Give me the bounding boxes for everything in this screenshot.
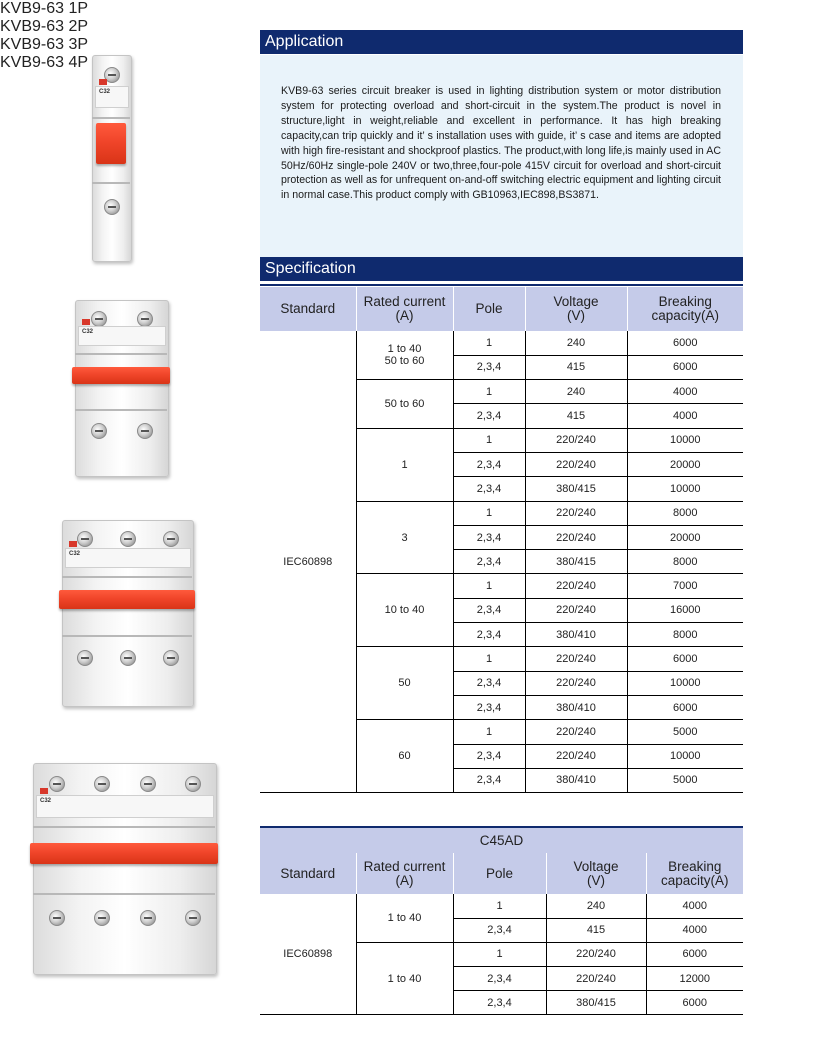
terminal-screw-icon — [120, 650, 136, 666]
terminal-screw-icon — [49, 910, 65, 926]
rated-current-cell: 10 to 40 — [356, 574, 453, 647]
terminal-screw-icon — [77, 531, 93, 547]
application-text: KVB9-63 series circuit breaker is used in lighting distribution system or motor distribution system for protecting overload and short-circuit in the system.The product is novel in structure,light in weight,reliable and excellent in performance. It has high breaking capacity,can trip quickly and it’ s installation uses with guide, it’ s case and items are adopted with high fire-resistant and shockproof plastics. The product,with long life,is mainly used in AC 50Hz/60Hz single-pole 240V or two,three,four-pole 415V circuit for overload and short-circuit protection as well as for unfrequent on-and-off switching electric equipment and lighting circuit in normal case.This product comply with GB10963,IEC898,BS3871. — [281, 85, 721, 202]
voltage-cell: 220/240 — [525, 671, 627, 695]
switch-toggle — [72, 367, 170, 385]
voltage-cell: 220/240 — [525, 647, 627, 671]
standard-cell: IEC60898 — [260, 894, 356, 1015]
switch-toggle — [96, 123, 126, 164]
breaking-cell: 10000 — [627, 428, 743, 452]
pole-cell: 2,3,4 — [453, 918, 546, 942]
breaking-cell: 6000 — [627, 331, 743, 355]
specification-heading: Specification — [260, 257, 743, 281]
standard-cell: IEC60898 — [260, 331, 356, 793]
breaking-cell: 10000 — [627, 744, 743, 768]
rated-current-cell: 50 — [356, 647, 453, 720]
c45ad-title: C45AD — [260, 828, 743, 853]
breaking-cell: 4000 — [646, 918, 743, 942]
breaking-cell: 4000 — [627, 404, 743, 428]
pole-cell: 2,3,4 — [453, 623, 525, 647]
terminal-screw-icon — [185, 776, 201, 792]
header-rated-current: Rated current (A) — [356, 853, 453, 894]
product-caption: KVB9-63 2P — [0, 18, 89, 35]
terminal-screw-icon — [77, 650, 93, 666]
pole-cell: 2,3,4 — [453, 967, 546, 991]
voltage-cell: 220/240 — [525, 574, 627, 598]
breaker-1p-image — [92, 55, 130, 260]
rated-current-cell: 50 to 60 — [356, 380, 453, 429]
rating-label-plate — [78, 326, 166, 346]
brand-logo-icon — [82, 319, 90, 325]
voltage-cell: 415 — [525, 404, 627, 428]
voltage-cell: 380/415 — [525, 477, 627, 501]
terminal-screw-icon — [137, 423, 153, 439]
rated-current-cell: 1 to 40 50 to 60 — [356, 331, 453, 380]
header-rated-current: Rated current (A) — [356, 287, 453, 331]
breaking-cell: 20000 — [627, 452, 743, 476]
header-standard: Standard — [260, 853, 356, 894]
header-pole: Pole — [453, 287, 525, 331]
pole-cell: 2,3,4 — [453, 768, 525, 792]
breaking-cell: 5000 — [627, 720, 743, 744]
pole-cell: 2,3,4 — [453, 744, 525, 768]
pole-cell: 2,3,4 — [453, 525, 525, 549]
breaking-cell: 6000 — [646, 991, 743, 1015]
terminal-screw-icon — [104, 199, 120, 215]
pole-cell: 1 — [453, 720, 525, 744]
terminal-screw-icon — [94, 776, 110, 792]
breaking-cell: 8000 — [627, 501, 743, 525]
voltage-cell: 415 — [525, 355, 627, 379]
breaking-cell: 5000 — [627, 768, 743, 792]
header-standard: Standard — [260, 287, 356, 331]
breaking-cell: 10000 — [627, 477, 743, 501]
breaking-cell: 4000 — [627, 380, 743, 404]
rated-current-cell: 3 — [356, 501, 453, 574]
rated-current-cell: 1 to 40 — [356, 942, 453, 1015]
voltage-cell: 220/240 — [525, 744, 627, 768]
pole-cell: 1 — [453, 501, 525, 525]
housing-groove — [62, 576, 192, 578]
product-caption: KVB9-63 3P — [0, 36, 89, 53]
breaking-cell: 6000 — [646, 942, 743, 966]
voltage-cell: 380/410 — [525, 695, 627, 719]
breaking-cell: 8000 — [627, 550, 743, 574]
housing-groove — [92, 182, 130, 184]
voltage-cell: 220/240 — [525, 525, 627, 549]
header-breaking-capacity: Breaking capacity(A) — [627, 287, 743, 331]
pole-cell: 2,3,4 — [453, 404, 525, 428]
terminal-screw-icon — [120, 531, 136, 547]
application-heading: Application — [260, 30, 743, 54]
voltage-cell: 220/240 — [525, 428, 627, 452]
pole-cell: 1 — [453, 574, 525, 598]
header-voltage: Voltage (V) — [546, 853, 646, 894]
pole-cell: 2,3,4 — [453, 671, 525, 695]
housing-groove — [33, 893, 215, 895]
pole-cell: 2,3,4 — [453, 598, 525, 622]
voltage-cell: 220/240 — [525, 598, 627, 622]
pole-cell: 2,3,4 — [453, 695, 525, 719]
specification-table — [260, 287, 743, 793]
header-breaking-capacity: Breaking capacity(A) — [646, 853, 743, 894]
product-caption: KVB9-63 1P — [0, 0, 89, 17]
switch-toggle — [30, 843, 218, 864]
rating-marking: C32 — [82, 329, 94, 336]
breaking-cell: 4000 — [646, 894, 743, 918]
rated-current-cell: 1 — [356, 428, 453, 501]
breaking-cell: 6000 — [627, 647, 743, 671]
terminal-screw-icon — [91, 311, 107, 327]
pole-cell: 2,3,4 — [453, 991, 546, 1015]
terminal-screw-icon — [140, 776, 156, 792]
table-row — [260, 331, 743, 355]
rated-current-cell: 1 to 40 — [356, 894, 453, 942]
housing-groove — [75, 409, 167, 411]
voltage-cell: 380/410 — [525, 623, 627, 647]
voltage-cell: 220/240 — [525, 452, 627, 476]
housing-groove — [92, 117, 130, 119]
c45ad-header-row — [260, 853, 743, 894]
pole-cell: 1 — [453, 331, 525, 355]
breaking-cell: 6000 — [627, 695, 743, 719]
table-header-row — [260, 287, 743, 331]
voltage-cell: 220/240 — [525, 720, 627, 744]
rating-marking: C32 — [69, 550, 81, 557]
rating-label-plate — [36, 795, 214, 818]
terminal-screw-icon — [91, 423, 107, 439]
pole-cell: 2,3,4 — [453, 355, 525, 379]
rating-marking: C32 — [99, 88, 111, 95]
voltage-cell: 220/240 — [546, 942, 646, 966]
rated-current-cell: 60 — [356, 720, 453, 793]
breaking-cell: 7000 — [627, 574, 743, 598]
voltage-cell: 380/415 — [525, 550, 627, 574]
pole-cell: 2,3,4 — [453, 452, 525, 476]
table-row — [260, 894, 743, 918]
breaker-3p-image — [62, 520, 192, 705]
pole-cell: 1 — [453, 647, 525, 671]
switch-toggle — [59, 590, 195, 609]
c45ad-table — [260, 828, 743, 1015]
housing-groove — [62, 635, 192, 637]
breaker-4p-image — [33, 763, 215, 973]
rating-label-plate — [65, 548, 191, 569]
housing-groove — [33, 826, 215, 828]
voltage-cell: 240 — [525, 380, 627, 404]
brand-logo-icon — [69, 541, 77, 547]
voltage-cell: 220/240 — [525, 501, 627, 525]
voltage-cell: 240 — [525, 331, 627, 355]
header-pole: Pole — [453, 853, 546, 894]
breaking-cell: 6000 — [627, 355, 743, 379]
terminal-screw-icon — [140, 910, 156, 926]
voltage-cell: 380/410 — [525, 768, 627, 792]
terminal-screw-icon — [137, 311, 153, 327]
rating-marking: C32 — [40, 797, 52, 804]
pole-cell: 2,3,4 — [453, 550, 525, 574]
header-voltage: Voltage (V) — [525, 287, 627, 331]
c45ad-title-row — [260, 828, 743, 853]
pole-cell: 1 — [453, 942, 546, 966]
breaking-cell: 8000 — [627, 623, 743, 647]
terminal-screw-icon — [49, 776, 65, 792]
pole-cell: 2,3,4 — [453, 477, 525, 501]
pole-cell: 1 — [453, 428, 525, 452]
terminal-screw-icon — [163, 650, 179, 666]
breaking-cell: 12000 — [646, 967, 743, 991]
breaking-cell: 10000 — [627, 671, 743, 695]
housing-groove — [75, 353, 167, 355]
voltage-cell: 415 — [546, 918, 646, 942]
brand-logo-icon — [99, 79, 107, 85]
pole-cell: 1 — [453, 894, 546, 918]
breaking-cell: 20000 — [627, 525, 743, 549]
rating-label-plate — [95, 86, 129, 109]
breaker-2p-image — [75, 300, 167, 475]
breaking-cell: 16000 — [627, 598, 743, 622]
voltage-cell: 380/415 — [546, 991, 646, 1015]
pole-cell: 1 — [453, 380, 525, 404]
brand-logo-icon — [40, 788, 48, 794]
voltage-cell: 240 — [546, 894, 646, 918]
specification-rule — [260, 284, 743, 286]
product-caption: KVB9-63 4P — [0, 54, 89, 71]
voltage-cell: 220/240 — [546, 967, 646, 991]
